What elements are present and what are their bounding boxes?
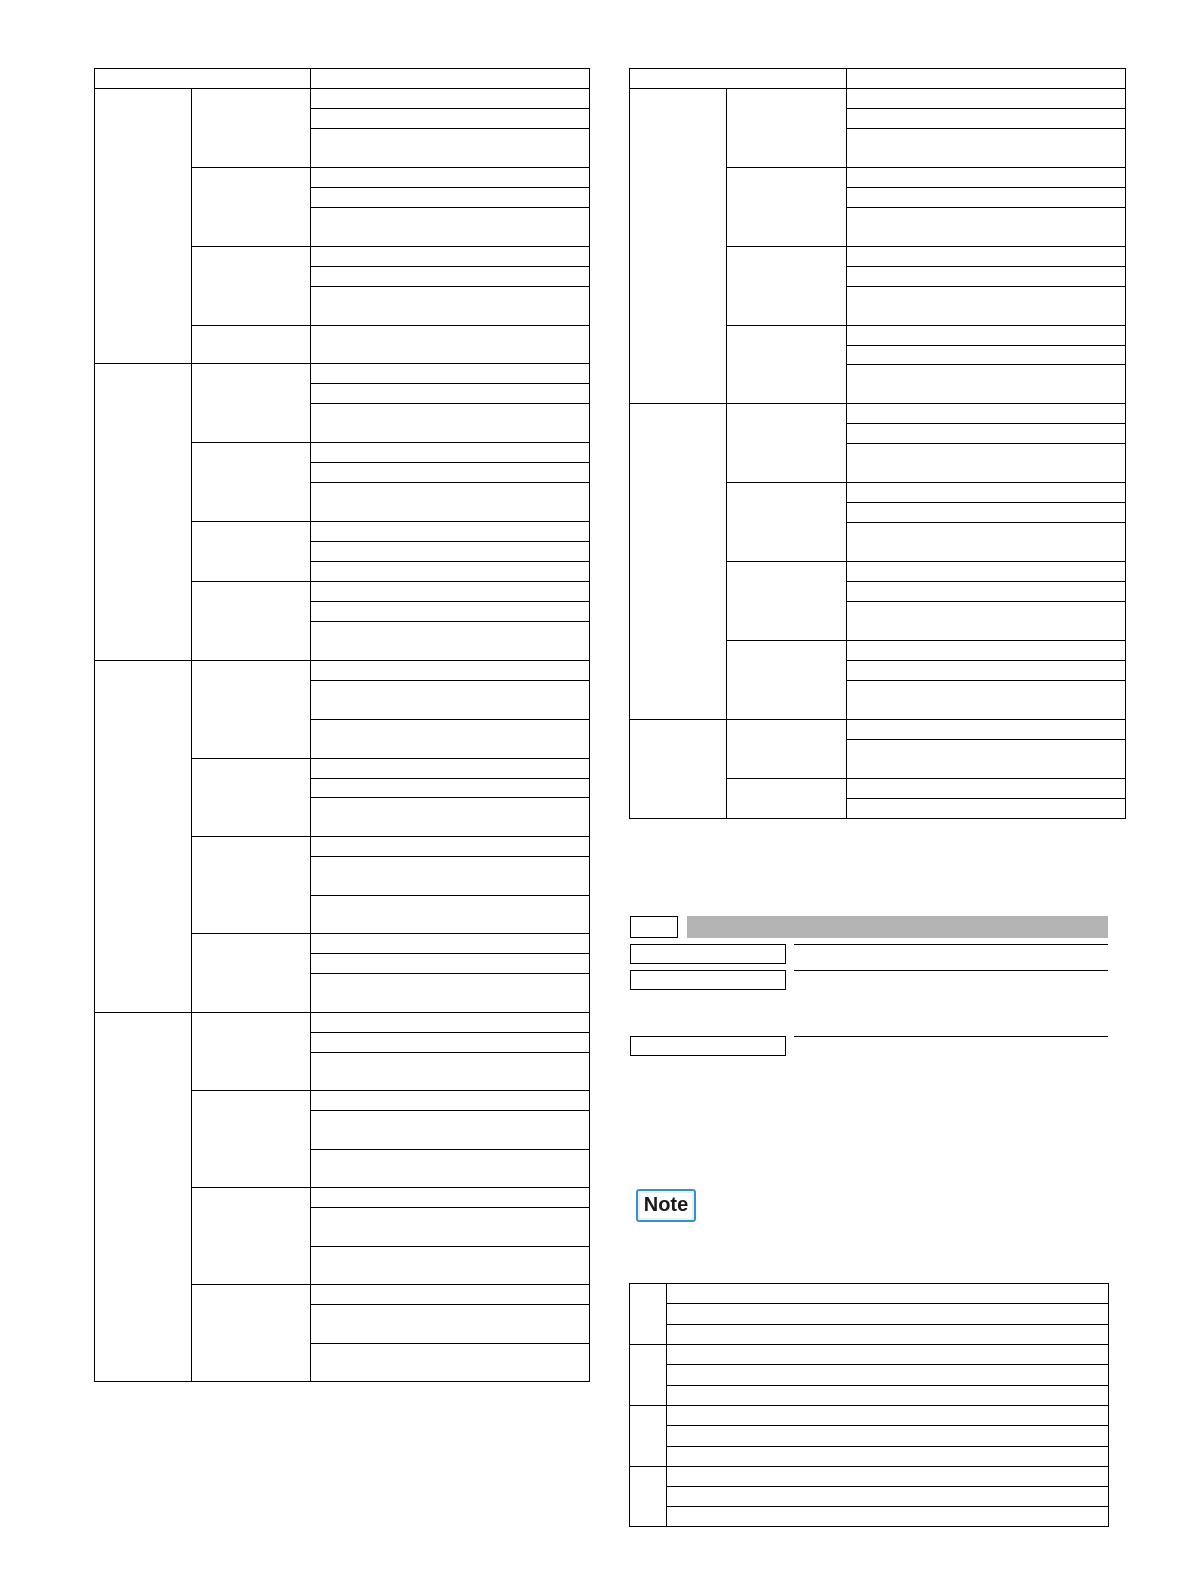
label-rule-3 bbox=[794, 1036, 1108, 1037]
table-border bbox=[629, 1526, 1109, 1527]
row-rule bbox=[310, 462, 590, 463]
subgroup-rule bbox=[726, 167, 1126, 168]
row-rule bbox=[310, 187, 590, 188]
row-rule bbox=[310, 403, 590, 404]
row-rule bbox=[310, 1110, 590, 1111]
section-title-bar bbox=[687, 916, 1108, 938]
row-rule bbox=[310, 1246, 590, 1247]
subgroup-rule bbox=[191, 246, 590, 247]
subgroup-rule bbox=[191, 933, 590, 934]
row-rule bbox=[310, 383, 590, 384]
row-rule bbox=[846, 443, 1126, 444]
subgroup-rule bbox=[191, 521, 590, 522]
group-rule bbox=[94, 660, 590, 661]
group-rule bbox=[629, 403, 1126, 404]
row-rule bbox=[310, 561, 590, 562]
subgroup-rule bbox=[191, 325, 590, 326]
column-rule bbox=[726, 88, 727, 819]
row-rule bbox=[846, 207, 1126, 208]
row-rule bbox=[310, 778, 590, 779]
label-box-3 bbox=[630, 1036, 786, 1056]
subgroup-rule bbox=[191, 1284, 590, 1285]
row-rule bbox=[846, 128, 1126, 129]
row-rule bbox=[846, 108, 1126, 109]
row-rule bbox=[310, 973, 590, 974]
row-rule bbox=[310, 286, 590, 287]
group-rule bbox=[629, 719, 1126, 720]
row-rule bbox=[846, 187, 1126, 188]
row-rule bbox=[310, 128, 590, 129]
note-badge: Note bbox=[636, 1189, 696, 1222]
row-rule bbox=[310, 482, 590, 483]
row-rule bbox=[666, 1486, 1109, 1487]
row-rule bbox=[310, 953, 590, 954]
row-rule bbox=[666, 1506, 1109, 1507]
header-row-rule bbox=[94, 88, 590, 89]
row-rule bbox=[846, 266, 1126, 267]
row-rule bbox=[846, 680, 1126, 681]
subgroup-rule bbox=[191, 1187, 590, 1188]
table-border bbox=[629, 1283, 1109, 1284]
subgroup-rule bbox=[191, 167, 590, 168]
label-box-1 bbox=[630, 944, 786, 964]
row-rule bbox=[310, 541, 590, 542]
label-box-2 bbox=[630, 970, 786, 990]
table-border bbox=[629, 818, 1126, 819]
row-rule bbox=[846, 739, 1126, 740]
row-rule bbox=[310, 680, 590, 681]
row-rule bbox=[666, 1446, 1109, 1447]
table-border bbox=[629, 68, 1126, 69]
row-rule bbox=[310, 1149, 590, 1150]
row-rule bbox=[846, 660, 1126, 661]
table-border bbox=[94, 68, 95, 1382]
row-rule bbox=[666, 1303, 1109, 1304]
row-rule bbox=[310, 1304, 590, 1305]
subgroup-rule bbox=[726, 482, 1126, 483]
subgroup-rule bbox=[191, 442, 590, 443]
row-rule bbox=[310, 856, 590, 857]
subgroup-rule bbox=[726, 325, 1126, 326]
section-number-box bbox=[630, 916, 678, 938]
table-border bbox=[94, 1381, 590, 1382]
group-rule bbox=[94, 1012, 590, 1013]
subgroup-rule bbox=[726, 640, 1126, 641]
group-rule bbox=[629, 1405, 1109, 1406]
row-rule bbox=[310, 1207, 590, 1208]
row-rule bbox=[846, 345, 1126, 346]
row-rule bbox=[846, 522, 1126, 523]
table-border bbox=[94, 68, 590, 69]
subgroup-rule bbox=[191, 1090, 590, 1091]
group-rule bbox=[94, 363, 590, 364]
row-rule bbox=[310, 266, 590, 267]
row-rule bbox=[310, 895, 590, 896]
subgroup-rule bbox=[726, 246, 1126, 247]
header-row-rule bbox=[629, 88, 1126, 89]
row-rule bbox=[666, 1324, 1109, 1325]
row-rule bbox=[666, 1425, 1109, 1426]
subgroup-rule bbox=[191, 758, 590, 759]
row-rule bbox=[846, 286, 1126, 287]
label-rule-1 bbox=[794, 944, 1108, 945]
row-rule bbox=[666, 1364, 1109, 1365]
row-rule bbox=[846, 423, 1126, 424]
subgroup-rule bbox=[191, 836, 590, 837]
group-rule bbox=[629, 1466, 1109, 1467]
row-rule bbox=[310, 797, 590, 798]
row-rule bbox=[310, 621, 590, 622]
row-rule bbox=[846, 798, 1126, 799]
label-rule-2 bbox=[794, 970, 1108, 971]
row-rule bbox=[310, 719, 590, 720]
row-rule bbox=[310, 108, 590, 109]
table-border bbox=[629, 68, 630, 819]
subgroup-rule bbox=[191, 581, 590, 582]
row-rule bbox=[310, 207, 590, 208]
group-rule bbox=[629, 1344, 1109, 1345]
row-rule bbox=[310, 1032, 590, 1033]
row-rule bbox=[310, 601, 590, 602]
row-rule bbox=[846, 502, 1126, 503]
subgroup-rule bbox=[726, 561, 1126, 562]
row-rule bbox=[310, 1343, 590, 1344]
subgroup-rule bbox=[726, 778, 1126, 779]
row-rule bbox=[846, 364, 1126, 365]
row-rule bbox=[846, 581, 1126, 582]
row-rule bbox=[666, 1385, 1109, 1386]
row-rule bbox=[310, 1052, 590, 1053]
row-rule bbox=[846, 601, 1126, 602]
